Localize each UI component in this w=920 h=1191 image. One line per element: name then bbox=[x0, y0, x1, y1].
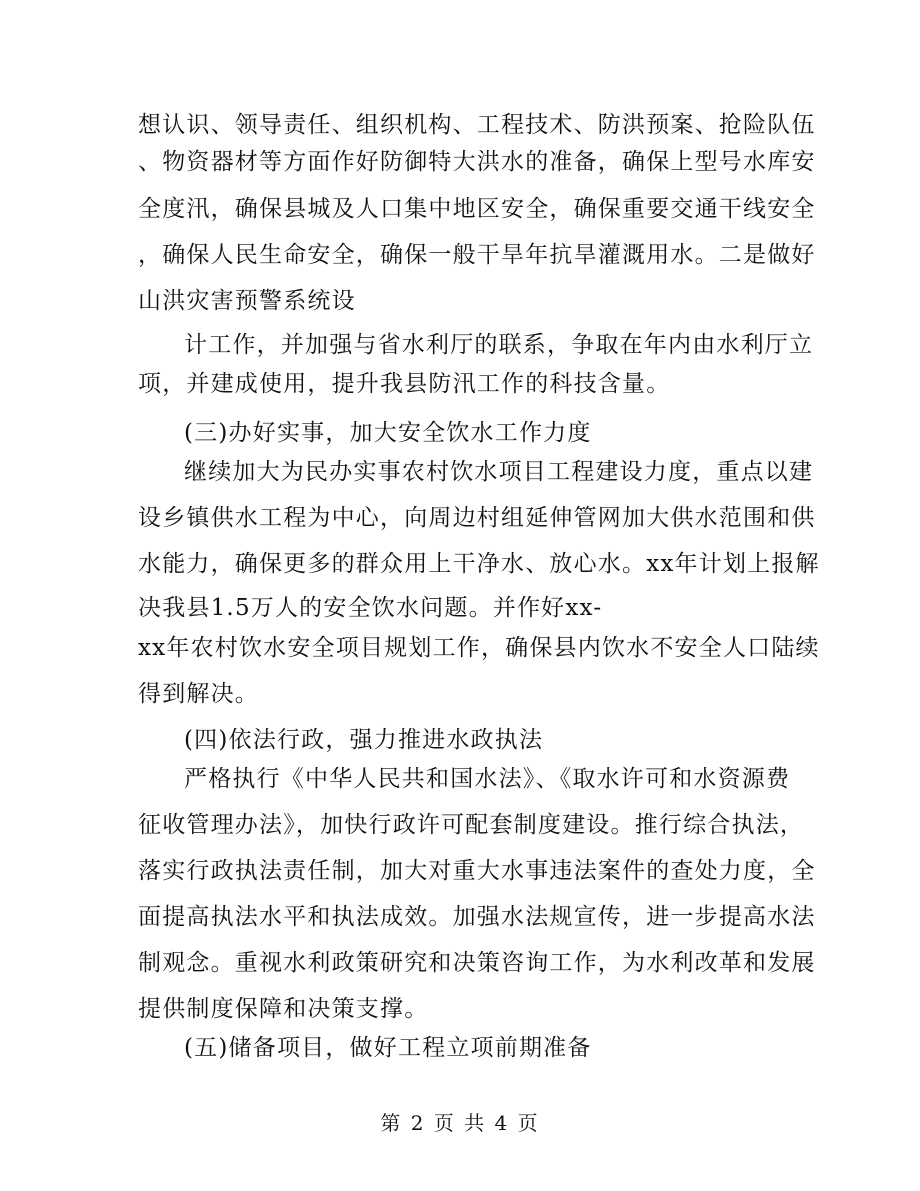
text-line-11: 水能力，确保更多的群众用上干净水、放心水。xx年计划上报解 bbox=[138, 551, 820, 577]
text-line-12: 决我县1.5万人的安全饮水问题。并作好xx- bbox=[138, 595, 603, 621]
text-line-13: xx年农村饮水安全项目规划工作，确保县内饮水不安全人口陆续 bbox=[138, 635, 820, 661]
text-line-18: 落实行政执法责任制，加大对重大水事违法案件的查处力度，全 bbox=[138, 858, 816, 884]
page-footer: 第 2 页 共 4 页 bbox=[380, 1111, 540, 1135]
text-line-1: 想认识、领导责任、组织机构、工程技术、防洪预案、抢险队伍 bbox=[138, 112, 816, 138]
text-line-6: 计工作，并加强与省水利厅的联系，争取在年内由水利厅立 bbox=[184, 332, 814, 358]
text-line-4: ，确保人民生命安全，确保一般干旱年抗旱灌溉用水。二是做好 bbox=[138, 242, 816, 268]
section-heading-5: (五)储备项目，做好工程立项前期准备 bbox=[184, 1035, 592, 1061]
text-line-9: 继续加大为民办实事农村饮水项目工程建设力度，重点以建 bbox=[184, 459, 814, 485]
text-line-5: 山洪灾害预警系统设 bbox=[138, 288, 356, 314]
section-heading-3: (三)办好实事，加大安全饮水工作力度 bbox=[184, 420, 592, 446]
text-line-10: 设乡镇供水工程为中心，向周边村组延伸管网加大供水范围和供 bbox=[138, 505, 816, 531]
section-heading-4: (四)依法行政，强力推进水政执法 bbox=[184, 727, 544, 753]
text-line-20: 制观念。重视水利政策研究和决策咨询工作，为水利改革和发展 bbox=[138, 950, 816, 976]
text-line-19: 面提高执法水平和执法成效。加强水法规宣传，进一步提高水法 bbox=[138, 904, 816, 930]
text-line-16: 严格执行《中华人民共和国水法》、《取水许可和水资源费 bbox=[184, 766, 791, 792]
text-line-3: 全度汛，确保县城及人口集中地区安全，确保重要交通干线安全 bbox=[138, 196, 816, 222]
text-line-2: 、物资器材等方面作好防御特大洪水的准备，确保上型号水库安 bbox=[138, 149, 816, 175]
text-line-21: 提供制度保障和决策支撑。 bbox=[138, 996, 429, 1022]
text-line-14: 得到解决。 bbox=[138, 681, 259, 707]
text-line-7: 项，并建成使用，提升我县防汛工作的科技含量。 bbox=[138, 371, 671, 397]
text-line-17: 征收管理办法》，加快行政许可配套制度建设。推行综合执法， bbox=[138, 812, 805, 838]
